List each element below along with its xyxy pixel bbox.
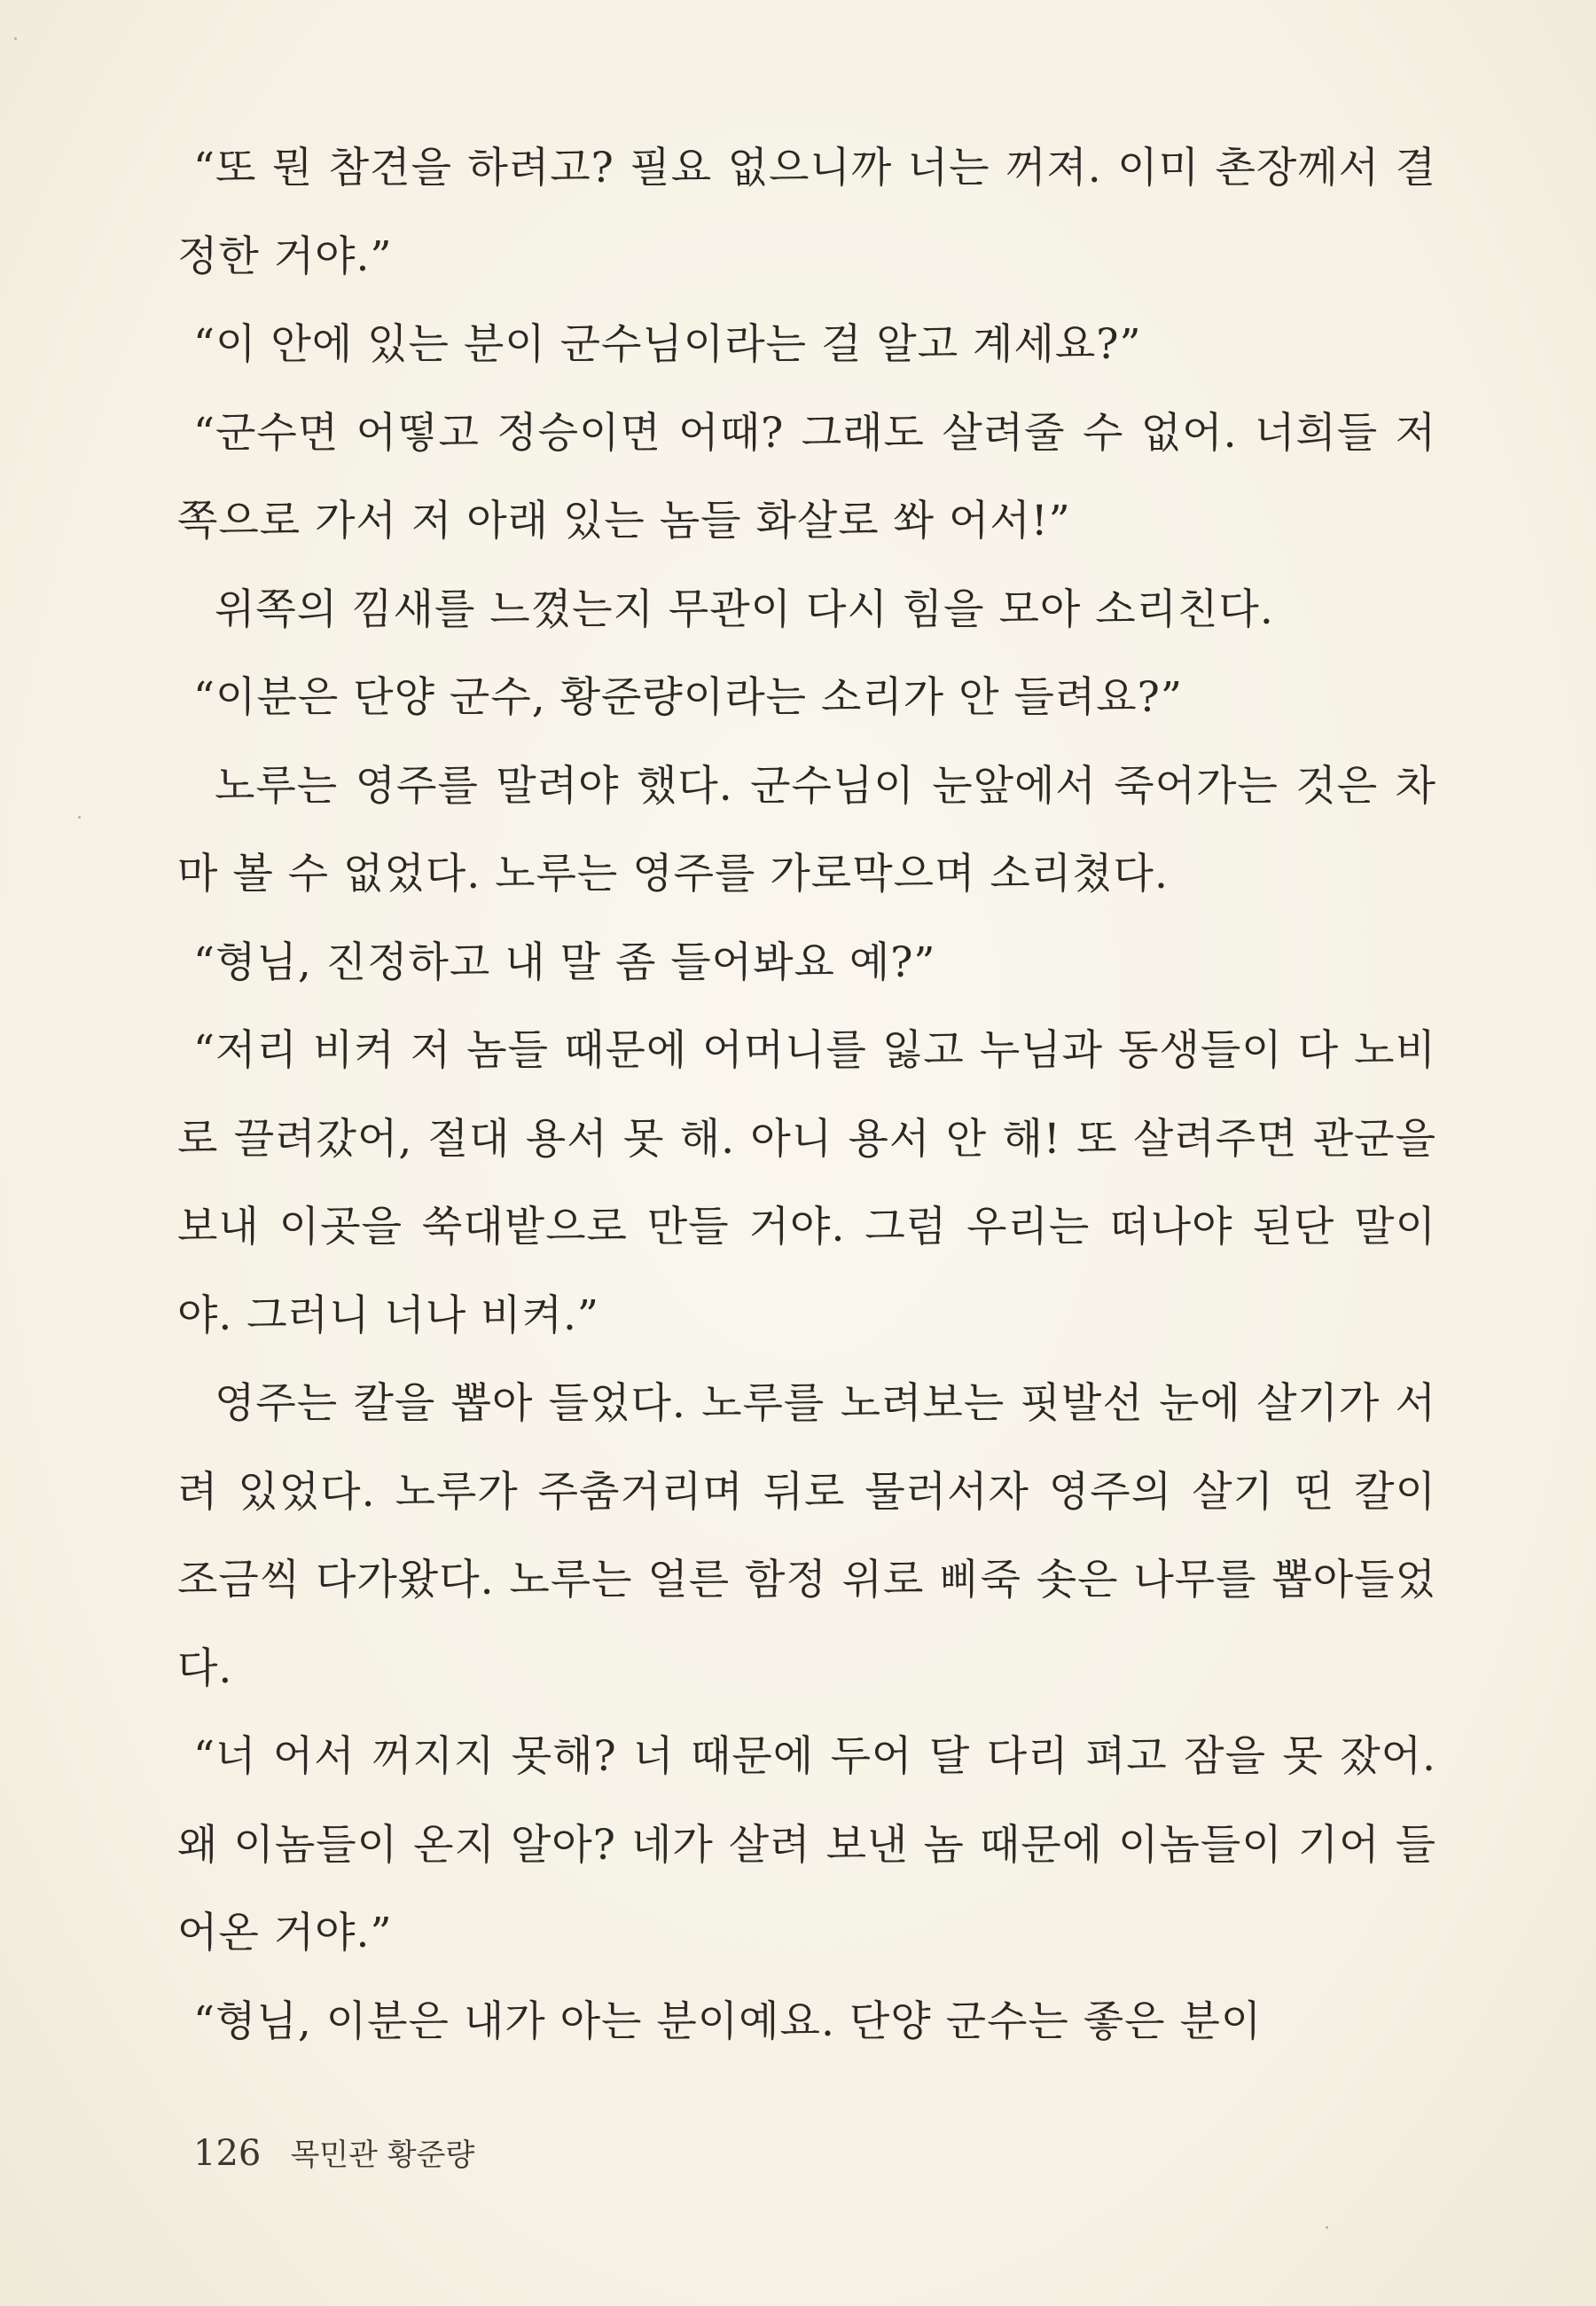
paper-speck [78, 816, 81, 819]
paragraph: 영주는 칼을 뽑아 들었다. 노루를 노려보는 핏발선 눈에 살기가 서려 있었다. 노루가 주춤거리며 뒤로 물러서자 영주의 살기 띤 칼이 조금씩 다가왔다. 노루는 얼른 함정 위로 삐죽 솟은 나무를 뽑아들었다. [177, 1379, 1436, 1693]
body-text [177, 124, 1436, 2066]
paragraph: “형님, 이분은 내가 아는 분이예요. 단양 군수는 좋은 분이 [193, 1996, 1263, 2046]
paragraph: “저리 비켜 저 놈들 때문에 어머니를 잃고 누님과 동생들이 다 노비로 끌려갔어, 절대 용서 못 해. 아니 용서 안 해! 또 살려주면 관군을 보내 이곳을 쑥대밭으로 만들 거야. 그럼 우리는 떠나야 된단 말이야. 그러니 너나 비켜.” [177, 1026, 1436, 1340]
paragraph: “형님, 진정하고 내 말 좀 들어봐요 예?” [193, 937, 936, 987]
page-footer [193, 2130, 474, 2174]
paper-speck [14, 37, 17, 40]
paragraph: 노루는 영주를 말려야 했다. 군수님이 눈앞에서 죽어가는 것은 차마 볼 수 없었다. 노루는 영주를 가로막으며 소리쳤다. [177, 761, 1436, 898]
paragraph: “군수면 어떻고 정승이면 어때? 그래도 살려줄 수 없어. 너희들 저쪽으로 가서 저 아래 있는 놈들 화살로 쏴 어서!” [177, 408, 1436, 545]
paragraph: “이 안에 있는 분이 군수님이라는 걸 알고 계세요?” [193, 320, 1142, 369]
paragraph: 위쪽의 낌새를 느꼈는지 무관이 다시 힘을 모아 소리친다. [215, 584, 1274, 634]
paragraph: “또 뭔 참견을 하려고? 필요 없으니까 너는 꺼져. 이미 촌장께서 결정한 거야.” [177, 144, 1436, 281]
running-title: 목민관 황준량 [290, 2137, 475, 2173]
paragraph: “이분은 단양 군수, 황준량이라는 소리가 안 들려요?” [193, 673, 1183, 722]
paper-speck [1326, 2226, 1328, 2229]
paragraph: “너 어서 꺼지지 못해? 너 때문에 두어 달 다리 펴고 잠을 못 잤어. 왜 이놈들이 온지 알아? 네가 살려 보낸 놈 때문에 이놈들이 기어 들어온 거야.” [177, 1732, 1436, 1957]
page-number: 126 [193, 2133, 262, 2174]
